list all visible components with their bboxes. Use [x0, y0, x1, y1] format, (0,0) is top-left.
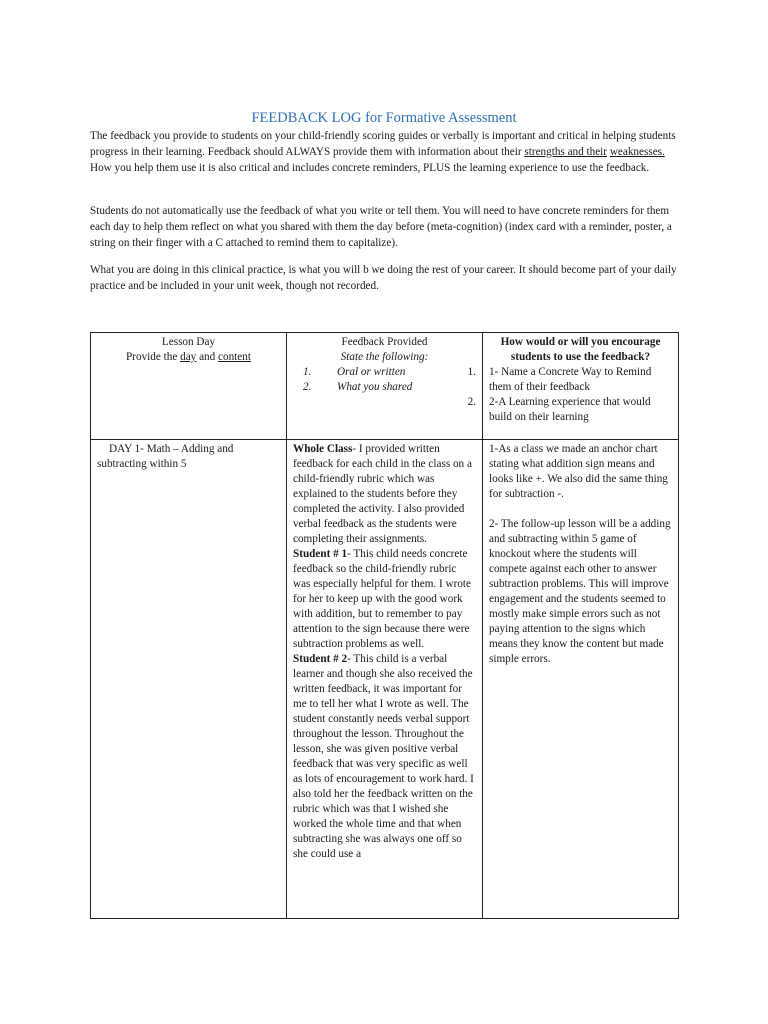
lesson-day-text: DAY 1- Math – Adding and subtracting within 5 [97, 443, 234, 470]
page-title: FEEDBACK LOG for Formative Assessment [251, 110, 517, 126]
student-2-block [293, 652, 476, 862]
intro-paragraph-1 [90, 128, 680, 176]
list-item-number: 1. [303, 366, 312, 378]
list-item-right-number: 1. [467, 366, 476, 378]
intro-paragraph-3: What you are doing in this clinical practice, is what you will b we doing the rest of your career. It should become part of your daily practice and be included in your unit week, though not recorded. [90, 264, 677, 292]
table-row [91, 440, 679, 919]
header-encourage-title: How would or will you encourage students to use the feedback? [500, 336, 661, 363]
list-item-number: 2. [303, 381, 312, 393]
student-1-label: Student # 1 [293, 548, 348, 560]
student-1-text: - This child needs concrete feedback so the child-friendly rubric was especially helpful for them. I wrote for her to keep up with the good work with addition, but to remember to pay attention to the sign because there were subtraction problems as well. [293, 548, 472, 650]
header-provide-content: content [218, 351, 251, 363]
student-2-label: Student # 2 [293, 653, 348, 665]
header-state-following: State the following: [340, 351, 429, 363]
header-encourage-item-1: 1- Name a Concrete Way to Remind them of their feedback [489, 366, 652, 393]
whole-class-block [293, 442, 476, 547]
header-feedback-title: Feedback Provided [341, 336, 428, 348]
header-feedback-list [293, 365, 476, 408]
intro-p1-weaknesses: weaknesses. [609, 146, 665, 158]
cell-encourage [483, 440, 679, 919]
whole-class-label: Whole Class [293, 443, 353, 455]
encourage-item-1: 1-As a class we made an anchor chart stating what addition sign means and looks like +. We also did the same thing for subtraction -. [489, 443, 668, 500]
intro-p1-text-b: How you help them use it is also critical and includes concrete reminders, PLUS the learning experience to use the feedback. [90, 162, 650, 174]
header-provide-day: day [180, 351, 197, 363]
header-provide-text: Provide the [126, 351, 181, 363]
student-1-block [293, 547, 476, 652]
cell-lesson-day [91, 440, 287, 919]
feedback-log-table [90, 332, 679, 919]
header-encourage-item-2: 2-A Learning experience that would build on their learning [489, 396, 651, 423]
header-lesson-day-title: Lesson Day [161, 336, 216, 348]
cell-feedback [287, 440, 483, 919]
header-lesson-day-sub [97, 350, 280, 365]
intro-p1-text-a: The feedback you provide to students on your child-friendly scoring guides or verbally is important and critical in helping students progress in their learning. Feedback should ALWAYS provide them with information about their [90, 130, 676, 158]
encourage-gap [489, 502, 672, 517]
header-provide-and: and [196, 351, 219, 363]
list-item-right-number: 2. [467, 396, 476, 408]
header-encourage [483, 333, 679, 440]
intro-p1-strengths: strengths and their [524, 146, 608, 158]
list-item-text: Oral or written [337, 366, 406, 378]
header-feedback-provided [287, 333, 483, 440]
whole-class-text: - I provided written feedback for each child in the class on a child-friendly rubric which was explained to the students before they completed the activity. I also provided verbal feedback as the students were completing their assignments. [293, 443, 472, 545]
list-item-text: What you shared [337, 381, 413, 393]
list-item [293, 365, 476, 380]
table-header-row [91, 333, 679, 440]
student-2-text: - This child is a verbal learner and though she also received the written feedback, it was important for me to tell her what I wrote as well. The student constantly needs verbal support throughout the lesson. Throughout the lesson, she was given positive verbal feedback that was very specific as well as lots of encouragement to work hard. I also told her the feedback written on the rubric which was that I wished she worked the whole time and that when subtracting she was always one off so she could use a [293, 653, 474, 860]
list-item [293, 380, 476, 408]
header-lesson-day [91, 333, 287, 440]
encourage-item-2: 2- The follow-up lesson will be a adding and subtracting within 5 game of knockout where the students will compete against each other to answer subtraction problems. This will improve engagement and the students seemed to mostly make simple errors such as not paying attention to the signs which means they know the content but made simple errors. [489, 518, 671, 665]
intro-paragraph-2: Students do not automatically use the feedback of what you write or tell them. You will need to have concrete reminders for them each day to help them reflect on what you shared with them the day before (meta-cognition) (index card with a reminder, poster, a string on their finger with a C attached to remind them to capitalize). [90, 205, 672, 249]
